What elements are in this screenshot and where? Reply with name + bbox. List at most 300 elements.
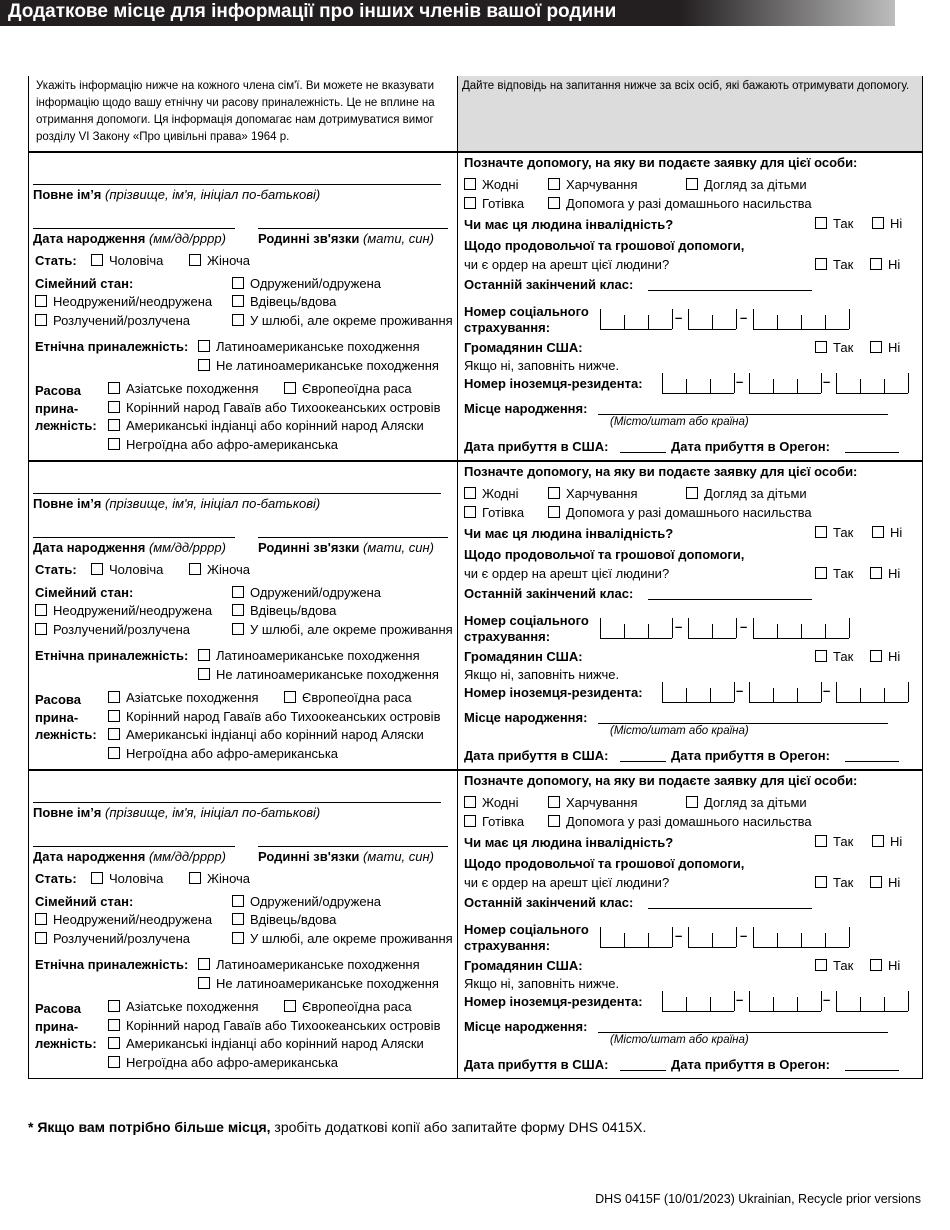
member-3-citizen-label: Громадянин США:: [464, 958, 583, 973]
member-3-birthplace-label: Місце народження:: [464, 1019, 588, 1034]
member-1-white-checkbox[interactable]: [284, 382, 296, 394]
member-2-dob-field[interactable]: [33, 537, 235, 538]
member-2-ssn-tick: [777, 624, 778, 638]
member-1-dv-label: Допомога у разі домашнього насильства: [566, 196, 812, 211]
member-3-ssn-tick: [688, 927, 689, 947]
member-2-warrant-line2: чи є ордер на арешт цієї людини?: [464, 566, 670, 581]
member-3-disability-no-checkbox[interactable]: [872, 835, 884, 847]
member-1-alien-tick: [884, 379, 885, 393]
member-2-arrival-or-field[interactable]: [845, 761, 899, 762]
member-1-relation-label: Родинні зв'язки (мати, син): [258, 231, 434, 246]
member-3-alien-group-1[interactable]: [662, 1011, 734, 1012]
member-1-alien-dash-2: –: [823, 374, 831, 389]
member-1-asian-checkbox[interactable]: [108, 382, 120, 394]
member-3-separated-checkbox[interactable]: [232, 932, 244, 944]
member-1-alien-tick: [773, 379, 774, 393]
member-1-hispanic-checkbox[interactable]: [198, 340, 210, 352]
member-2-alien-dash-2: –: [823, 683, 831, 698]
member-3-arrival-or-label: Дата прибуття в Орегон:: [671, 1057, 830, 1072]
member-2-citizen-yes-label: Так: [833, 649, 854, 664]
member-3-ssn-tick: [736, 927, 737, 947]
member-1-alien-group-3[interactable]: [836, 393, 908, 394]
member-2-separated-checkbox[interactable]: [232, 623, 244, 635]
member-2-cash-label: Готівка: [482, 505, 525, 520]
member-3-ssn-dash-1: –: [675, 928, 683, 943]
member-2-ssn-tick: [688, 618, 689, 638]
member-1-married-checkbox[interactable]: [232, 277, 244, 289]
member-1-birthplace-label: Місце народження:: [464, 401, 588, 416]
member-1-separated-checkbox[interactable]: [232, 314, 244, 326]
member-2-asian-label: Азіатське походження: [126, 690, 259, 705]
member-1-food-label: Харчування: [566, 177, 638, 192]
member-1-grade-field[interactable]: [648, 290, 812, 291]
member-3-relation-field[interactable]: [258, 846, 448, 847]
member-2-hawaiian-checkbox[interactable]: [108, 710, 120, 722]
member-3-ssn-tick: [672, 927, 673, 947]
member-1-dv-checkbox[interactable]: [548, 197, 560, 209]
member-2-warrant-yes-label: Так: [833, 566, 854, 581]
member-1-race-label-3: лежність:: [35, 418, 97, 433]
member-1-alien-tick: [821, 373, 822, 393]
member-2-ssn-tick: [801, 624, 802, 638]
member-1-cash-checkbox[interactable]: [464, 197, 476, 209]
member-3-alien-tick: [710, 997, 711, 1011]
member-2-alien-tick: [821, 682, 822, 702]
member-1-cash-label: Готівка: [482, 196, 525, 211]
member-3-food-label: Харчування: [566, 795, 638, 810]
member-3-not-hispanic-checkbox[interactable]: [198, 977, 210, 989]
member-1-hawaiian-label: Корінний народ Гаваїв або Тихоокеанських островів: [126, 400, 441, 415]
member-2-grade-label: Останній закінчений клас:: [464, 586, 634, 601]
member-3-widowed-checkbox[interactable]: [232, 913, 244, 925]
member-1-warrant-no-label: Ні: [888, 257, 901, 272]
member-1-alien-tick: [797, 379, 798, 393]
member-1-citizen-yes-label: Так: [833, 340, 854, 355]
member-2-ssn-tick: [849, 618, 850, 638]
member-2-hispanic-checkbox[interactable]: [198, 649, 210, 661]
member-3-alien-dash-1: –: [736, 992, 744, 1007]
member-3-ssn-group-1[interactable]: [600, 947, 672, 948]
member-2-ssn-tick: [672, 618, 673, 638]
member-1-alien-tick: [749, 373, 750, 393]
member-2-birthplace-hint: (Місто/штат або країна): [610, 725, 749, 737]
member-3-hawaiian-checkbox[interactable]: [108, 1019, 120, 1031]
member-1-alien-dash-1: –: [736, 374, 744, 389]
member-2-disability-no-label: Ні: [890, 525, 903, 540]
member-1-native-label: Американські індіанці або корінний народ Аляски: [126, 418, 424, 433]
member-1-race-label-1: Расова: [35, 383, 81, 398]
member-2-warrant-yes-checkbox[interactable]: [815, 567, 827, 579]
member-3-warrant-line1: Щодо продовольчої та грошової допомоги,: [464, 856, 745, 871]
member-3-cash-label: Готівка: [482, 814, 525, 829]
member-1-not-hispanic-label: Не латиноамериканське походження: [216, 358, 439, 373]
member-2-cash-checkbox[interactable]: [464, 506, 476, 518]
member-1-hawaiian-checkbox[interactable]: [108, 401, 120, 413]
member-1-arrival-or-field[interactable]: [845, 452, 899, 453]
member-3-alien-tick: [908, 991, 909, 1011]
member-1-full-name-label: Повне ім’я (прізвище, ім'я, ініціал по-батькові): [33, 187, 321, 202]
member-3-alien-tick: [860, 997, 861, 1011]
member-3-alien-tick: [734, 991, 735, 1011]
member-1-asian-label: Азіатське походження: [126, 381, 259, 396]
member-3-divorced-label: Розлучений/розлучена: [53, 931, 191, 946]
member-1-dob-label: Дата народження (мм/дд/рррр): [33, 231, 226, 246]
member-3-ssn-tick: [801, 933, 802, 947]
member-2-relation-field[interactable]: [258, 537, 448, 538]
member-1-separated-label: У шлюбі, але окреме проживання: [250, 313, 453, 328]
member-3-hispanic-label: Латиноамериканське походження: [216, 957, 420, 972]
member-3-single-label: Неодружений/неодружена: [53, 912, 213, 927]
member-1-marital-label: Сімейний стан:: [35, 276, 134, 291]
member-3-programs-question: Позначте допомогу, на яку ви подаєте заявку для цієї особи:: [464, 773, 858, 788]
member-1-alien-tick: [836, 373, 837, 393]
member-2-ssn-label-1: Номер соціального: [464, 613, 589, 628]
member-1-disability-yes-checkbox[interactable]: [815, 217, 827, 229]
member-2-grade-field[interactable]: [648, 599, 812, 600]
member-2-arrival-or-label: Дата прибуття в Орегон:: [671, 748, 830, 763]
member-2-disability-yes-checkbox[interactable]: [815, 526, 827, 538]
member-2-divorced-checkbox[interactable]: [35, 623, 47, 635]
member-3-food-checkbox[interactable]: [548, 796, 560, 808]
member-3-childcare-label: Догляд за дітьми: [704, 795, 807, 810]
member-2-not-hispanic-label: Не латиноамериканське походження: [216, 667, 439, 682]
member-1-not-hispanic-checkbox[interactable]: [198, 359, 210, 371]
member-1-ssn-tick: [712, 315, 713, 329]
member-1-alien-label: Номер іноземця-резидента:: [464, 376, 643, 391]
member-1-ssn-tick: [624, 315, 625, 329]
member-1-white-label: Європеоїдна раса: [302, 381, 412, 396]
member-3-disability-question: Чи має ця людина інвалідність?: [464, 835, 674, 850]
member-3-male-checkbox[interactable]: [91, 872, 103, 884]
member-1-hispanic-label: Латиноамериканське походження: [216, 339, 420, 354]
member-2-black-checkbox[interactable]: [108, 747, 120, 759]
member-1-single-checkbox[interactable]: [35, 295, 47, 307]
member-3-childcare-checkbox[interactable]: [686, 796, 698, 808]
member-2-dv-checkbox[interactable]: [548, 506, 560, 518]
member-3-ssn-label-2: страхування:: [464, 938, 551, 953]
member-1-warrant-no-checkbox[interactable]: [870, 258, 882, 270]
member-2-citizen-no-label: Ні: [888, 649, 901, 664]
member-2-citizen-label: Громадянин США:: [464, 649, 583, 664]
member-1-native-checkbox[interactable]: [108, 419, 120, 431]
member-3-ssn-tick: [849, 927, 850, 947]
member-2-ssn-group-2[interactable]: [688, 638, 736, 639]
member-1-warrant-yes-checkbox[interactable]: [815, 258, 827, 270]
member-3-female-checkbox[interactable]: [189, 872, 201, 884]
member-3-black-checkbox[interactable]: [108, 1056, 120, 1068]
member-1-ssn-dash-1: –: [675, 310, 683, 325]
member-1-ssn-tick: [672, 309, 673, 329]
member-3-warrant-no-label: Ні: [888, 875, 901, 890]
member-2-alien-tick: [686, 688, 687, 702]
member-1-ssn-dash-2: –: [740, 310, 748, 325]
member-1-ssn-group-2[interactable]: [688, 329, 736, 330]
member-2-arrival-us-label: Дата прибуття в США:: [464, 748, 609, 763]
member-3-hispanic-checkbox[interactable]: [198, 958, 210, 970]
member-3-alien-tick: [773, 997, 774, 1011]
member-2-asian-checkbox[interactable]: [108, 691, 120, 703]
member-3-alien-label: Номер іноземця-резидента:: [464, 994, 643, 1009]
member-1-ssn-tick: [736, 309, 737, 329]
member-2-ssn-tick: [624, 624, 625, 638]
member-3-alien-tick: [662, 991, 663, 1011]
member-2-male-checkbox[interactable]: [91, 563, 103, 575]
member-2-warrant-no-checkbox[interactable]: [870, 567, 882, 579]
intro-left-line4: розділу VI Закону «Про цивільні права» 1964 р.: [36, 131, 290, 143]
member-2-none-checkbox[interactable]: [464, 487, 476, 499]
member-2-alien-tick: [884, 688, 885, 702]
member-1-male-checkbox[interactable]: [91, 254, 103, 266]
member-1-programs-question: Позначте допомогу, на яку ви подаєте заявку для цієї особи:: [464, 155, 858, 170]
member-3-alien-tick: [836, 991, 837, 1011]
footer-note-bold: * Якщо вам потрібно більше місця,: [28, 1119, 271, 1135]
member-1-married-label: Одружений/одружена: [250, 276, 381, 291]
member-1-citizen-yes-checkbox[interactable]: [815, 341, 827, 353]
member-3-marital-label: Сімейний стан:: [35, 894, 134, 909]
member-1-relation-field[interactable]: [258, 228, 448, 229]
member-1-ssn-tick: [600, 309, 601, 329]
member-3-warrant-no-checkbox[interactable]: [870, 876, 882, 888]
member-1-widowed-checkbox[interactable]: [232, 295, 244, 307]
member-2-alien-tick: [908, 682, 909, 702]
member-3-none-checkbox[interactable]: [464, 796, 476, 808]
member-2-white-checkbox[interactable]: [284, 691, 296, 703]
member-1-alien-tick: [734, 373, 735, 393]
member-2-alien-group-2[interactable]: [749, 702, 821, 703]
member-2-single-checkbox[interactable]: [35, 604, 47, 616]
member-3-dv-checkbox[interactable]: [548, 815, 560, 827]
member-2-hawaiian-label: Корінний народ Гаваїв або Тихоокеанських островів: [126, 709, 441, 724]
member-1-arrival-us-field[interactable]: [620, 452, 666, 453]
member-2-native-label: Американські індіанці або корінний народ Аляски: [126, 727, 424, 742]
member-3-native-checkbox[interactable]: [108, 1037, 120, 1049]
member-2-ssn-label-2: страхування:: [464, 629, 551, 644]
member-3-none-label: Жодні: [482, 795, 519, 810]
member-1-citizen-no-label: Ні: [888, 340, 901, 355]
member-2-native-checkbox[interactable]: [108, 728, 120, 740]
member-1-divorced-checkbox[interactable]: [35, 314, 47, 326]
member-2-alien-dash-1: –: [736, 683, 744, 698]
member-1-arrival-or-label: Дата прибуття в Орегон:: [671, 439, 830, 454]
member-3-asian-checkbox[interactable]: [108, 1000, 120, 1012]
member-3-disability-yes-checkbox[interactable]: [815, 835, 827, 847]
member-3-ssn-tick: [712, 933, 713, 947]
member-1-food-checkbox[interactable]: [548, 178, 560, 190]
member-1-ssn-tick: [688, 309, 689, 329]
member-1-alien-group-1[interactable]: [662, 393, 734, 394]
member-3-ssn-tick: [624, 933, 625, 947]
member-1-ssn-label-2: страхування:: [464, 320, 551, 335]
member-2-male-label: Чоловіча: [109, 562, 164, 577]
member-2-full-name-label: Повне ім’я (прізвище, ім'я, ініціал по-батькові): [33, 496, 321, 511]
member-3-ssn-group-3[interactable]: [753, 947, 849, 948]
member-1-ssn-tick: [753, 309, 754, 329]
member-2-birthplace-label: Місце народження:: [464, 710, 588, 725]
member-2-ssn-group-3[interactable]: [753, 638, 849, 639]
member-3-ssn-label-1: Номер соціального: [464, 922, 589, 937]
member-2-widowed-label: Вдівець/вдова: [250, 603, 337, 618]
member-2-ssn-dash-2: –: [740, 619, 748, 634]
member-1-black-checkbox[interactable]: [108, 438, 120, 450]
member-3-alien-tick: [884, 997, 885, 1011]
member-1-childcare-checkbox[interactable]: [686, 178, 698, 190]
member-1-widowed-label: Вдівець/вдова: [250, 294, 337, 309]
member-3-arrival-or-field[interactable]: [845, 1070, 899, 1071]
member-2-ethnic-label: Етнічна приналежність:: [35, 648, 189, 663]
member-3-not-hispanic-label: Не латиноамериканське походження: [216, 976, 439, 991]
member-2-dob-label: Дата народження (мм/дд/рррр): [33, 540, 226, 555]
member-2-alien-label: Номер іноземця-резидента:: [464, 685, 643, 700]
member-3-dob-field[interactable]: [33, 846, 235, 847]
member-1-birthplace-hint: (Місто/штат або країна): [610, 416, 749, 428]
member-3-race-label-2: прина-: [35, 1019, 79, 1034]
member-3-alien-group-2[interactable]: [749, 1011, 821, 1012]
member-2-ssn-tick: [600, 618, 601, 638]
intro-left-line2: інформацію щодо вашу етнічну чи расову приналежність. Це не вплине на: [36, 97, 435, 109]
member-2-warrant-line1: Щодо продовольчої та грошової допомоги,: [464, 547, 745, 562]
member-2-citizen-no-checkbox[interactable]: [870, 650, 882, 662]
member-3-white-checkbox[interactable]: [284, 1000, 296, 1012]
member-1-black-label: Негроїдна або афро-американська: [126, 437, 339, 452]
member-1-none-label: Жодні: [482, 177, 519, 192]
member-3-ssn-tick: [600, 927, 601, 947]
member-2-alien-tick: [662, 682, 663, 702]
form-code: DHS 0415F (10/01/2023) Ukrainian, Recycle prior versions: [595, 1192, 921, 1206]
member-2-black-label: Негроїдна або афро-американська: [126, 746, 339, 761]
member-2-ssn-tick: [648, 624, 649, 638]
intro-left-line1: Укажіть інформацію нижче на кожного члена сім'ї. Ви можете не вказувати: [36, 80, 435, 92]
member-3-black-label: Негроїдна або афро-американська: [126, 1055, 339, 1070]
member-3-female-label: Жіноча: [207, 871, 251, 886]
member-1-ssn-tick: [849, 309, 850, 329]
member-1-alien-tick: [710, 379, 711, 393]
member-3-ssn-tick: [753, 927, 754, 947]
member-3-separated-label: У шлюбі, але окреме проживання: [250, 931, 453, 946]
member-2-full-name-field[interactable]: [33, 493, 441, 494]
member-2-food-checkbox[interactable]: [548, 487, 560, 499]
member-3-divider: [28, 770, 923, 771]
member-1-female-label: Жіноча: [207, 253, 251, 268]
member-2-ssn-tick: [753, 618, 754, 638]
member-1-ssn-label-1: Номер соціального: [464, 304, 589, 319]
member-3-relation-label: Родинні зв'язки (мати, син): [258, 849, 434, 864]
member-3-warrant-yes-checkbox[interactable]: [815, 876, 827, 888]
member-1-female-checkbox[interactable]: [189, 254, 201, 266]
member-3-dv-label: Допомога у разі домашнього насильства: [566, 814, 812, 829]
member-1-sex-label: Стать:: [35, 253, 77, 268]
member-1-alien-group-2[interactable]: [749, 393, 821, 394]
member-2-married-checkbox[interactable]: [232, 586, 244, 598]
member-2-disability-no-checkbox[interactable]: [872, 526, 884, 538]
member-2-alien-group-3[interactable]: [836, 702, 908, 703]
member-1-divorced-label: Розлучений/розлучена: [53, 313, 191, 328]
member-1-disability-yes-label: Так: [833, 216, 854, 231]
member-3-birthplace-hint: (Місто/штат або країна): [610, 1034, 749, 1046]
member-3-grade-field[interactable]: [648, 908, 812, 909]
member-2-relation-label: Родинні зв'язки (мати, син): [258, 540, 434, 555]
member-2-hispanic-label: Латиноамериканське походження: [216, 648, 420, 663]
member-1-citizen-no-checkbox[interactable]: [870, 341, 882, 353]
member-3-hawaiian-label: Корінний народ Гаваїв або Тихоокеанських островів: [126, 1018, 441, 1033]
member-1-divider: [28, 152, 923, 153]
member-2-ssn-group-1[interactable]: [600, 638, 672, 639]
member-2-ssn-tick: [712, 624, 713, 638]
member-2-female-label: Жіноча: [207, 562, 251, 577]
member-2-widowed-checkbox[interactable]: [232, 604, 244, 616]
member-2-not-hispanic-checkbox[interactable]: [198, 668, 210, 680]
member-2-programs-question: Позначте допомогу, на яку ви подаєте заявку для цієї особи:: [464, 464, 858, 479]
member-3-ssn-dash-2: –: [740, 928, 748, 943]
member-1-ssn-group-1[interactable]: [600, 329, 672, 330]
member-1-ssn-tick: [648, 315, 649, 329]
member-2-citizen-yes-checkbox[interactable]: [815, 650, 827, 662]
member-1-ssn-tick: [801, 315, 802, 329]
member-3-citizen-yes-label: Так: [833, 958, 854, 973]
member-2-female-checkbox[interactable]: [189, 563, 201, 575]
member-1-race-label-2: прина-: [35, 401, 79, 416]
member-3-cash-checkbox[interactable]: [464, 815, 476, 827]
member-1-if-not-text: Якщо ні, заповніть нижче.: [464, 358, 620, 373]
member-2-divorced-label: Розлучений/розлучена: [53, 622, 191, 637]
member-1-dob-field[interactable]: [33, 228, 235, 229]
member-3-ssn-group-2[interactable]: [688, 947, 736, 948]
member-3-alien-tick: [797, 997, 798, 1011]
member-3-widowed-label: Вдівець/вдова: [250, 912, 337, 927]
member-2-married-label: Одружений/одружена: [250, 585, 381, 600]
member-1-ssn-tick: [825, 315, 826, 329]
member-3-grade-label: Останній закінчений клас:: [464, 895, 634, 910]
member-1-ssn-tick: [777, 315, 778, 329]
member-1-ssn-group-3[interactable]: [753, 329, 849, 330]
member-2-divider: [28, 461, 923, 462]
member-3-single-checkbox[interactable]: [35, 913, 47, 925]
member-1-disability-no-checkbox[interactable]: [872, 217, 884, 229]
member-3-disability-no-label: Ні: [890, 834, 903, 849]
member-2-childcare-checkbox[interactable]: [686, 487, 698, 499]
member-1-full-name-field[interactable]: [33, 184, 441, 185]
member-2-single-label: Неодружений/неодружена: [53, 603, 213, 618]
member-2-alien-tick: [773, 688, 774, 702]
member-3-married-checkbox[interactable]: [232, 895, 244, 907]
member-2-race-label-1: Расова: [35, 692, 81, 707]
section-title: Додаткове місце для інформації про інших членів вашої родини: [8, 1, 617, 22]
member-1-single-label: Неодружений/неодружена: [53, 294, 213, 309]
member-1-none-checkbox[interactable]: [464, 178, 476, 190]
member-3-ssn-tick: [825, 933, 826, 947]
member-3-divorced-checkbox[interactable]: [35, 932, 47, 944]
member-1-alien-tick: [908, 373, 909, 393]
member-1-alien-tick: [860, 379, 861, 393]
member-3-citizen-no-label: Ні: [888, 958, 901, 973]
member-3-married-label: Одружений/одружена: [250, 894, 381, 909]
member-2-ssn-dash-1: –: [675, 619, 683, 634]
member-2-ssn-tick: [736, 618, 737, 638]
member-1-grade-label: Останній закінчений клас:: [464, 277, 634, 292]
member-2-race-label-3: лежність:: [35, 727, 97, 742]
member-3-full-name-field[interactable]: [33, 802, 441, 803]
member-3-citizen-yes-checkbox[interactable]: [815, 959, 827, 971]
member-1-arrival-us-label: Дата прибуття в США:: [464, 439, 609, 454]
member-2-alien-group-1[interactable]: [662, 702, 734, 703]
intro-left-line3: отримання допомоги. Ця інформація допомагає нам дотримуватися вимог: [36, 114, 434, 126]
member-3-arrival-us-field[interactable]: [620, 1070, 666, 1071]
member-2-ssn-tick: [825, 624, 826, 638]
member-2-arrival-us-field[interactable]: [620, 761, 666, 762]
member-2-alien-tick: [749, 682, 750, 702]
member-3-alien-tick: [686, 997, 687, 1011]
member-3-alien-group-3[interactable]: [836, 1011, 908, 1012]
member-3-citizen-no-checkbox[interactable]: [870, 959, 882, 971]
